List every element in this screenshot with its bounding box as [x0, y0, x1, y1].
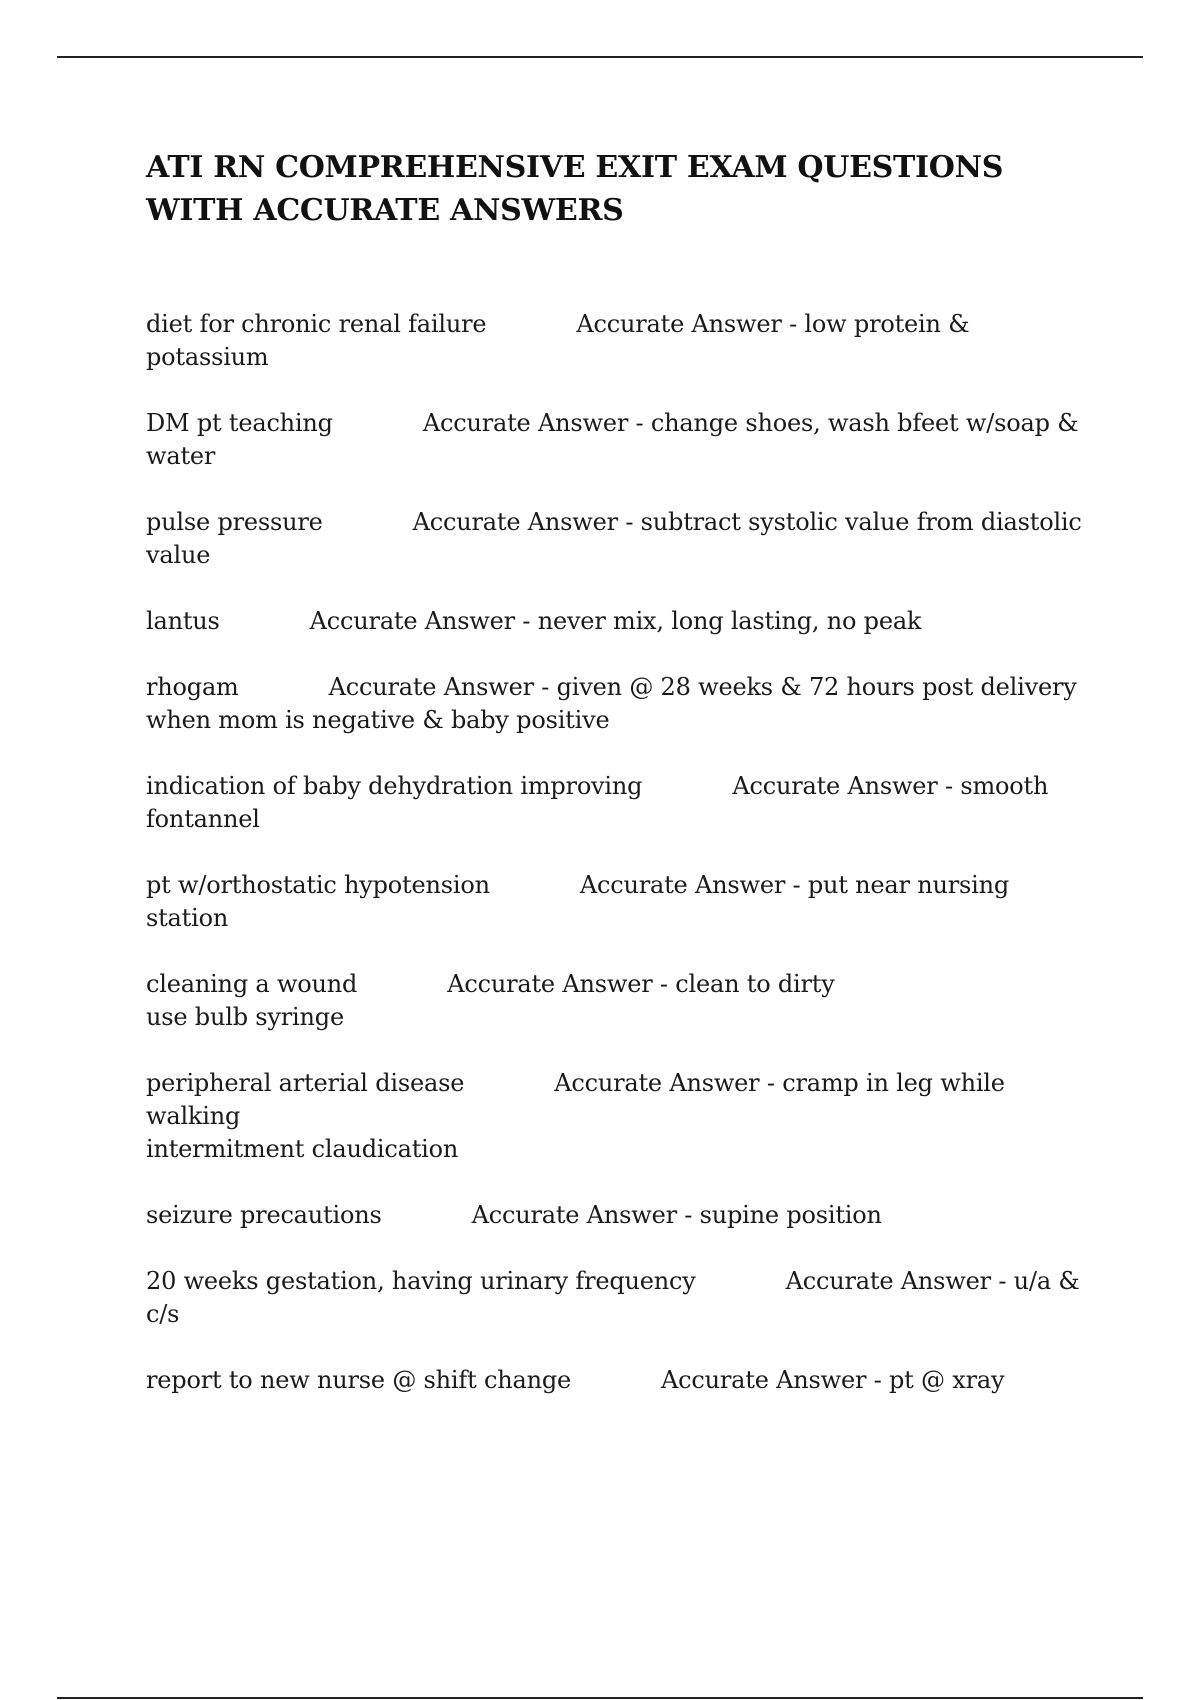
qa-item: [146, 869, 1096, 935]
qa-item: [146, 506, 1096, 572]
qa-item: [146, 968, 1096, 1034]
qa-answer: Accurate Answer - cramp in leg while walking: [146, 1069, 1005, 1130]
qa-item: [146, 1199, 1096, 1232]
qa-question: lantus: [146, 607, 220, 635]
qa-item: [146, 1265, 1096, 1331]
qa-answer: Accurate Answer - put near nursing station: [146, 871, 1010, 932]
qa-question: peripheral arterial disease: [146, 1069, 465, 1097]
qa-answer: Accurate Answer - u/a & c/s: [146, 1267, 1080, 1328]
qa-answer: Accurate Answer - smooth fontannel: [146, 772, 1049, 833]
qa-question: rhogam: [146, 673, 239, 701]
qa-question: pt w/orthostatic hypotension: [146, 871, 490, 899]
qa-item: [146, 671, 1096, 737]
qa-question: cleaning a wound: [146, 970, 358, 998]
qa-question: pulse pressure: [146, 508, 323, 536]
qa-item: [146, 1364, 1096, 1397]
qa-answer: Accurate Answer - never mix, long lasting, no peak: [309, 607, 922, 635]
qa-answer: Accurate Answer - change shoes, wash bfeet w/soap & water: [146, 409, 1079, 470]
qa-extra-note: use bulb syringe: [146, 1003, 344, 1031]
qa-item: [146, 1067, 1096, 1166]
qa-question: 20 weeks gestation, having urinary frequency: [146, 1267, 696, 1295]
qa-answer: Accurate Answer - supine position: [471, 1201, 882, 1229]
bottom-rule: [57, 1697, 1143, 1699]
qa-question: report to new nurse @ shift change: [146, 1366, 571, 1394]
qa-answer: Accurate Answer - given @ 28 weeks & 72 hours post delivery when mom is negative & baby positive: [146, 673, 1077, 734]
qa-extra-note: intermitment claudication: [146, 1135, 459, 1163]
qa-answer: Accurate Answer - subtract systolic value from diastolic value: [146, 508, 1082, 569]
qa-item: [146, 605, 1096, 638]
qa-question: indication of baby dehydration improving: [146, 772, 643, 800]
qa-question: DM pt teaching: [146, 409, 333, 437]
qa-item: [146, 308, 1096, 374]
qa-answer: Accurate Answer - clean to dirty: [447, 970, 835, 998]
qa-item: [146, 407, 1096, 473]
document-title: ATI RN COMPREHENSIVE EXIT EXAM QUESTIONS WITH ACCURATE ANSWERS: [146, 150, 1004, 228]
qa-question: diet for chronic renal failure: [146, 310, 487, 338]
qa-list: [146, 308, 1096, 1430]
qa-answer: Accurate Answer - low protein & potassium: [146, 310, 970, 371]
qa-answer: Accurate Answer - pt @ xray: [661, 1366, 1005, 1394]
qa-question: seizure precautions: [146, 1201, 382, 1229]
qa-item: [146, 770, 1096, 836]
top-rule: [57, 56, 1143, 58]
